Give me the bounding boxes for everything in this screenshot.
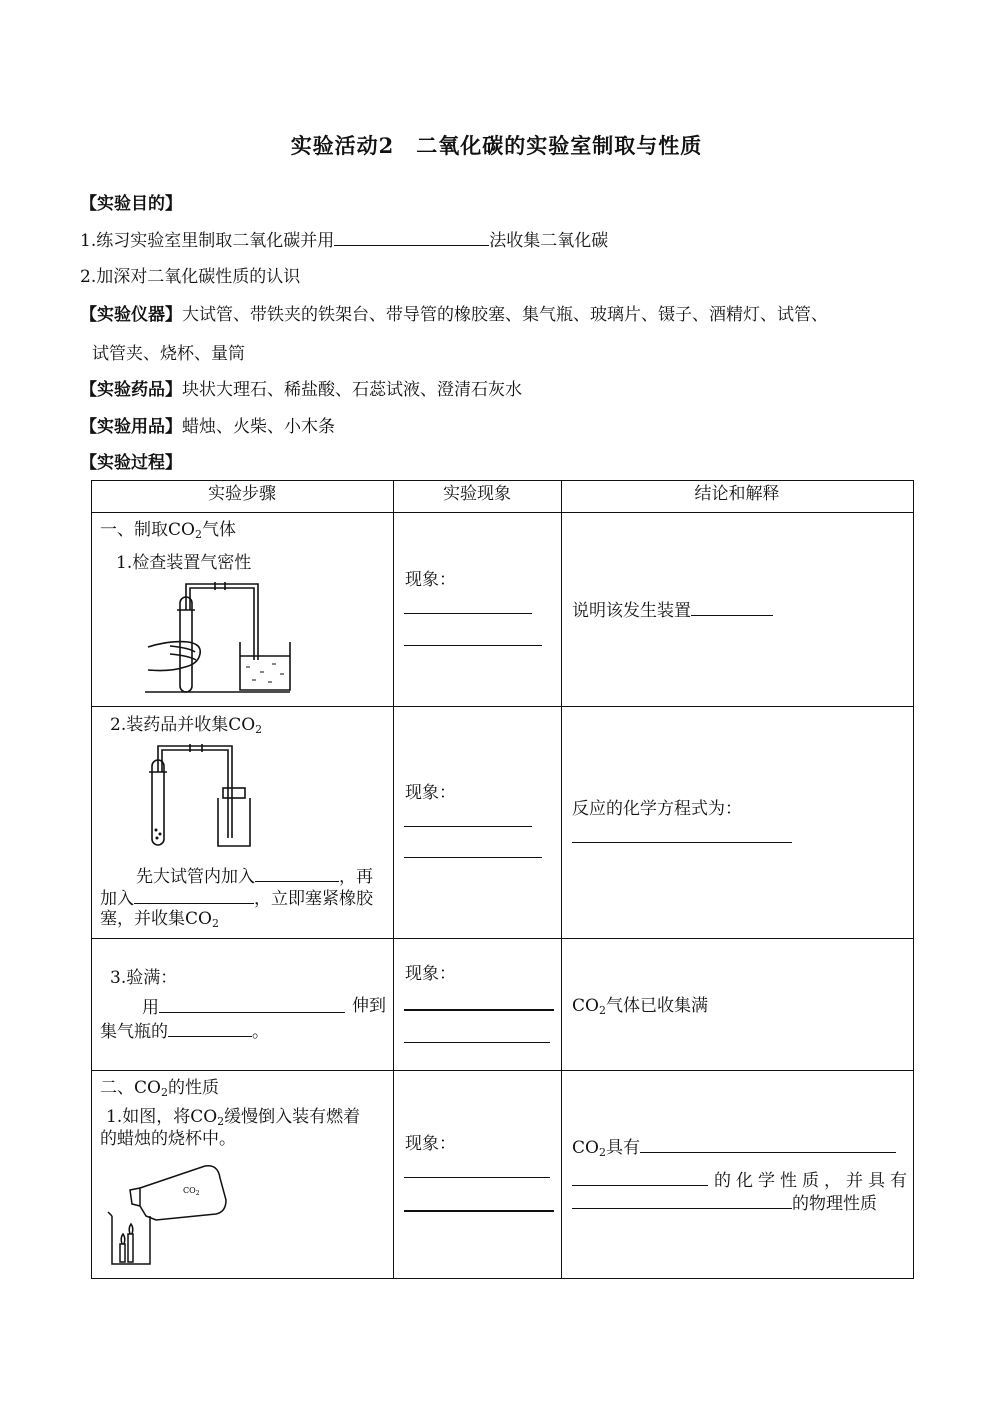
table-border-top [91, 480, 914, 481]
row4-property-blank-1[interactable] [640, 1135, 896, 1153]
row1-section-title [100, 515, 236, 541]
row4-property-blank-3[interactable] [572, 1191, 792, 1209]
pouring-co2-into-beaker-illustration [100, 1158, 230, 1270]
row3-text-line-a [100, 995, 386, 1019]
row4-step-a-post: 缓慢倒入装有燃着 [224, 1107, 361, 1127]
row2-step-sub: 2 [255, 723, 263, 736]
row2-reagent-2-blank[interactable] [134, 886, 254, 904]
row1-section-post: 气体 [201, 520, 236, 540]
row3-text-a-post: 伸到 [352, 996, 386, 1016]
row2-text-c-sub: 2 [211, 917, 219, 930]
supplies-text: 蜡烛、火柴、小木条 [182, 417, 335, 437]
row4-conclusion-a: CO [572, 1138, 599, 1158]
collection-method-blank[interactable] [334, 228, 489, 246]
table-divider-1 [393, 480, 394, 1279]
row2-phenomenon-label: 现象： [405, 783, 456, 803]
row3-phenomenon-blank-1[interactable] [404, 1009, 554, 1011]
bottle-co2-label-sub: 2 [195, 1190, 200, 1197]
row1-phenomenon-blank-1[interactable] [404, 613, 532, 614]
row3-position-blank[interactable] [168, 1019, 252, 1037]
supplies-heading: 【实验用品】 [80, 417, 182, 437]
row4-section-text: 二、CO [100, 1078, 161, 1098]
instruments-line-2: 试管夹、烧杯、量筒 [92, 344, 245, 364]
row3-text-line-b [100, 1019, 269, 1043]
row1-conclusion-text: 说明该发生装置 [572, 601, 691, 621]
row2-text-b: 加入 [100, 889, 134, 909]
row4-section-title [100, 1073, 219, 1099]
row2-phenomenon-blank-2[interactable] [404, 857, 542, 858]
row3-text-b: 集气瓶的 [100, 1022, 168, 1042]
header-conclusion: 结论和解释 [694, 484, 780, 504]
purpose-heading: 【实验目的】 [80, 194, 182, 214]
row1-step: 1.检查装置气密性 [116, 553, 252, 573]
bottle-co2-label [183, 1186, 200, 1197]
table-border-right [913, 480, 914, 1279]
row4-phenomenon-label: 现象： [405, 1134, 456, 1154]
row2-text-line-b [100, 886, 390, 910]
purpose-item-2: 2.加深对二氧化碳性质的认识 [80, 267, 301, 287]
row4-conclusion-line-c [572, 1189, 877, 1214]
row4-conclusion-a-sub: 2 [598, 1146, 606, 1159]
header-steps: 实验步骤 [208, 484, 276, 504]
reagents-heading: 【实验药品】 [80, 380, 182, 400]
airtightness-check-apparatus [140, 572, 300, 697]
row4-step-line-b: 的蜡烛的烧杯中。 [100, 1129, 236, 1149]
row3-text-b-post: 。 [252, 1022, 269, 1042]
row2-step [110, 710, 262, 736]
row2-step-text: 2.装药品并收集CO [110, 715, 256, 735]
row3-conclusion [572, 991, 708, 1017]
row1-phenomenon-label: 现象： [405, 570, 456, 590]
process-heading: 【实验过程】 [80, 453, 182, 473]
row1-conclusion-blank[interactable] [691, 598, 773, 616]
row2-text-line-c [100, 908, 219, 935]
instruments-heading: 【实验仪器】 [80, 305, 182, 325]
row4-step-a: 1.如图，将CO [106, 1107, 218, 1127]
row4-phenomenon-blank-1[interactable] [404, 1177, 550, 1178]
row4-property-blank-2[interactable] [572, 1168, 708, 1186]
table-row-divider-1 [91, 706, 914, 707]
table-row-divider-3 [91, 1070, 914, 1071]
row4-conclusion-a-post: 具有 [605, 1138, 640, 1158]
row1-conclusion [572, 596, 773, 621]
reagents-text: 块状大理石、稀盐酸、石蕊试液、澄清石灰水 [182, 380, 522, 400]
row2-equation-blank[interactable] [572, 842, 792, 843]
row2-text-line-a [100, 864, 386, 888]
row4-conclusion-b: 的化学性质，并具有 [714, 1171, 912, 1191]
row3-phenomenon-blank-2[interactable] [404, 1042, 550, 1043]
row3-conclusion-post: 气体已收集满 [605, 996, 708, 1016]
purpose-item-1-post: 法收集二氧化碳 [489, 231, 609, 251]
row4-section-sub: 2 [160, 1086, 168, 1099]
page-title: 实验活动2 二氧化碳的实验室制取与性质 [290, 133, 703, 158]
row2-conclusion: 反应的化学方程式为： [572, 799, 742, 819]
row2-phenomenon-blank-1[interactable] [404, 826, 532, 827]
row4-conclusion-line-b [572, 1166, 912, 1191]
table-border-left [91, 480, 92, 1279]
row3-conclusion-text: CO [572, 996, 599, 1016]
row2-reagent-1-blank[interactable] [255, 864, 339, 882]
bottle-co2-label-text: CO [183, 1186, 196, 1195]
row1-phenomenon-blank-2[interactable] [404, 645, 542, 646]
table-row-divider-2 [91, 938, 914, 939]
row2-text-a: 先大试管内加入 [136, 867, 255, 887]
row1-section-text: 一、制取CO [100, 520, 195, 540]
row3-phenomenon-label: 现象： [405, 964, 456, 984]
row4-conclusion-c: 的物理性质 [792, 1194, 877, 1214]
row2-text-a-post: ，再 [339, 867, 373, 887]
row2-text-b-post: ，立即塞紧橡胶 [254, 889, 373, 909]
reagents-line [80, 375, 522, 400]
header-phenomenon: 实验现象 [443, 484, 511, 504]
row3-conclusion-sub: 2 [598, 1004, 606, 1017]
table-divider-2 [561, 480, 562, 1279]
table-header-divider [91, 512, 914, 513]
row4-step-a-sub: 2 [217, 1115, 225, 1128]
row4-conclusion-line-a [572, 1133, 896, 1159]
table-border-bottom [91, 1278, 914, 1279]
row2-text-c: 塞，并收集CO [100, 909, 212, 929]
row3-tool-blank[interactable] [159, 995, 345, 1013]
row4-section-post: 的性质 [167, 1078, 219, 1098]
co2-generation-apparatus [140, 738, 265, 850]
supplies-line [80, 412, 335, 437]
row3-text-a: 用 [142, 998, 159, 1018]
instruments-text-1: 大试管、带铁夹的铁架台、带导管的橡胶塞、集气瓶、玻璃片、镊子、酒精灯、试管、 [182, 305, 828, 325]
instruments-line-1 [80, 300, 828, 325]
row4-phenomenon-blank-2[interactable] [404, 1210, 554, 1212]
purpose-item-1-pre: 1.练习实验室里制取二氧化碳并用 [80, 231, 335, 251]
row3-step: 3.验满： [110, 968, 178, 988]
purpose-item-1 [80, 226, 608, 251]
row1-section-sub: 2 [194, 528, 202, 541]
